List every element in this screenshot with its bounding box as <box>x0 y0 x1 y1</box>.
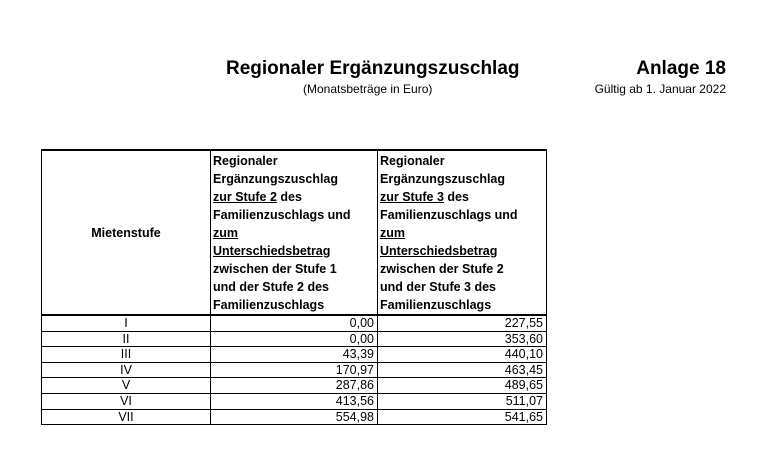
table-row <box>42 378 547 394</box>
cell-mietenstufe: VII <box>42 409 211 425</box>
cell-stufe-3-value: 353,60 <box>378 331 547 347</box>
table-row <box>42 362 547 378</box>
underlined-text: zum <box>380 226 405 240</box>
cell-mietenstufe: II <box>42 331 211 347</box>
header-line <box>380 242 544 260</box>
header-line: Regionaler <box>213 154 278 168</box>
cell-mietenstufe: V <box>42 378 211 394</box>
header-line: Ergänzungszuschlag <box>380 172 506 186</box>
header-line: und der Stufe 3 des <box>380 280 496 294</box>
header-stufe-3-supplement <box>378 150 547 315</box>
header-line <box>213 242 375 260</box>
cell-stufe-2-value: 0,00 <box>211 315 378 331</box>
cell-stufe-2-value: 413,56 <box>211 393 378 409</box>
table-row <box>42 347 547 363</box>
header-line: Ergänzungszuschlag <box>213 172 339 186</box>
cell-stufe-2-value: 43,39 <box>211 347 378 363</box>
valid-from-label: Gültig ab 1. Januar 2022 <box>594 82 726 96</box>
header-line <box>380 188 544 206</box>
header-mietenstufe: Mietenstufe <box>42 150 211 315</box>
underlined-text: zur Stufe 3 <box>380 190 444 204</box>
cell-mietenstufe: I <box>42 315 211 331</box>
cell-stufe-2-value: 287,86 <box>211 378 378 394</box>
header-text: des <box>276 190 302 204</box>
table-row <box>42 393 547 409</box>
header-line: zwischen der Stufe 1 <box>213 262 337 276</box>
header-line <box>213 224 375 242</box>
rates-table <box>41 149 547 425</box>
header-line: Familienzuschlags und <box>380 208 518 222</box>
header-line: und der Stufe 2 des <box>213 280 329 294</box>
header-line <box>380 224 544 242</box>
cell-stufe-2-value: 554,98 <box>211 409 378 425</box>
cell-stufe-3-value: 489,65 <box>378 378 547 394</box>
header-line: Familienzuschlags <box>213 298 325 312</box>
cell-stufe-3-value: 440,10 <box>378 347 547 363</box>
document-subtitle: (Monatsbeträge in Euro) <box>303 82 433 96</box>
header-text: des <box>443 190 469 204</box>
cell-stufe-2-value: 170,97 <box>211 362 378 378</box>
cell-mietenstufe: III <box>42 347 211 363</box>
table-header-row <box>42 150 547 315</box>
header-stufe-2-supplement <box>211 150 378 315</box>
cell-stufe-3-value: 227,55 <box>378 315 547 331</box>
cell-stufe-3-value: 511,07 <box>378 393 547 409</box>
header-line: Regionaler <box>380 154 445 168</box>
cell-mietenstufe: VI <box>42 393 211 409</box>
header-line: Familienzuschlags und <box>213 208 351 222</box>
header-line <box>213 188 375 206</box>
table-row <box>42 409 547 425</box>
underlined-text: Unterschiedsbetrag <box>380 244 498 258</box>
header-line: zwischen der Stufe 2 <box>380 262 504 276</box>
cell-stufe-2-value: 0,00 <box>211 331 378 347</box>
underlined-text: Unterschiedsbetrag <box>213 244 331 258</box>
document-title: Regionaler Ergänzungszuschlag <box>226 58 520 79</box>
cell-stufe-3-value: 463,45 <box>378 362 547 378</box>
underlined-text: zum <box>213 226 238 240</box>
table-row <box>42 315 547 331</box>
cell-stufe-3-value: 541,65 <box>378 409 547 425</box>
cell-mietenstufe: IV <box>42 362 211 378</box>
table-row <box>42 331 547 347</box>
annex-label: Anlage 18 <box>636 58 726 79</box>
header-line: Familienzuschlags <box>380 298 492 312</box>
underlined-text: zur Stufe 2 <box>213 190 277 204</box>
